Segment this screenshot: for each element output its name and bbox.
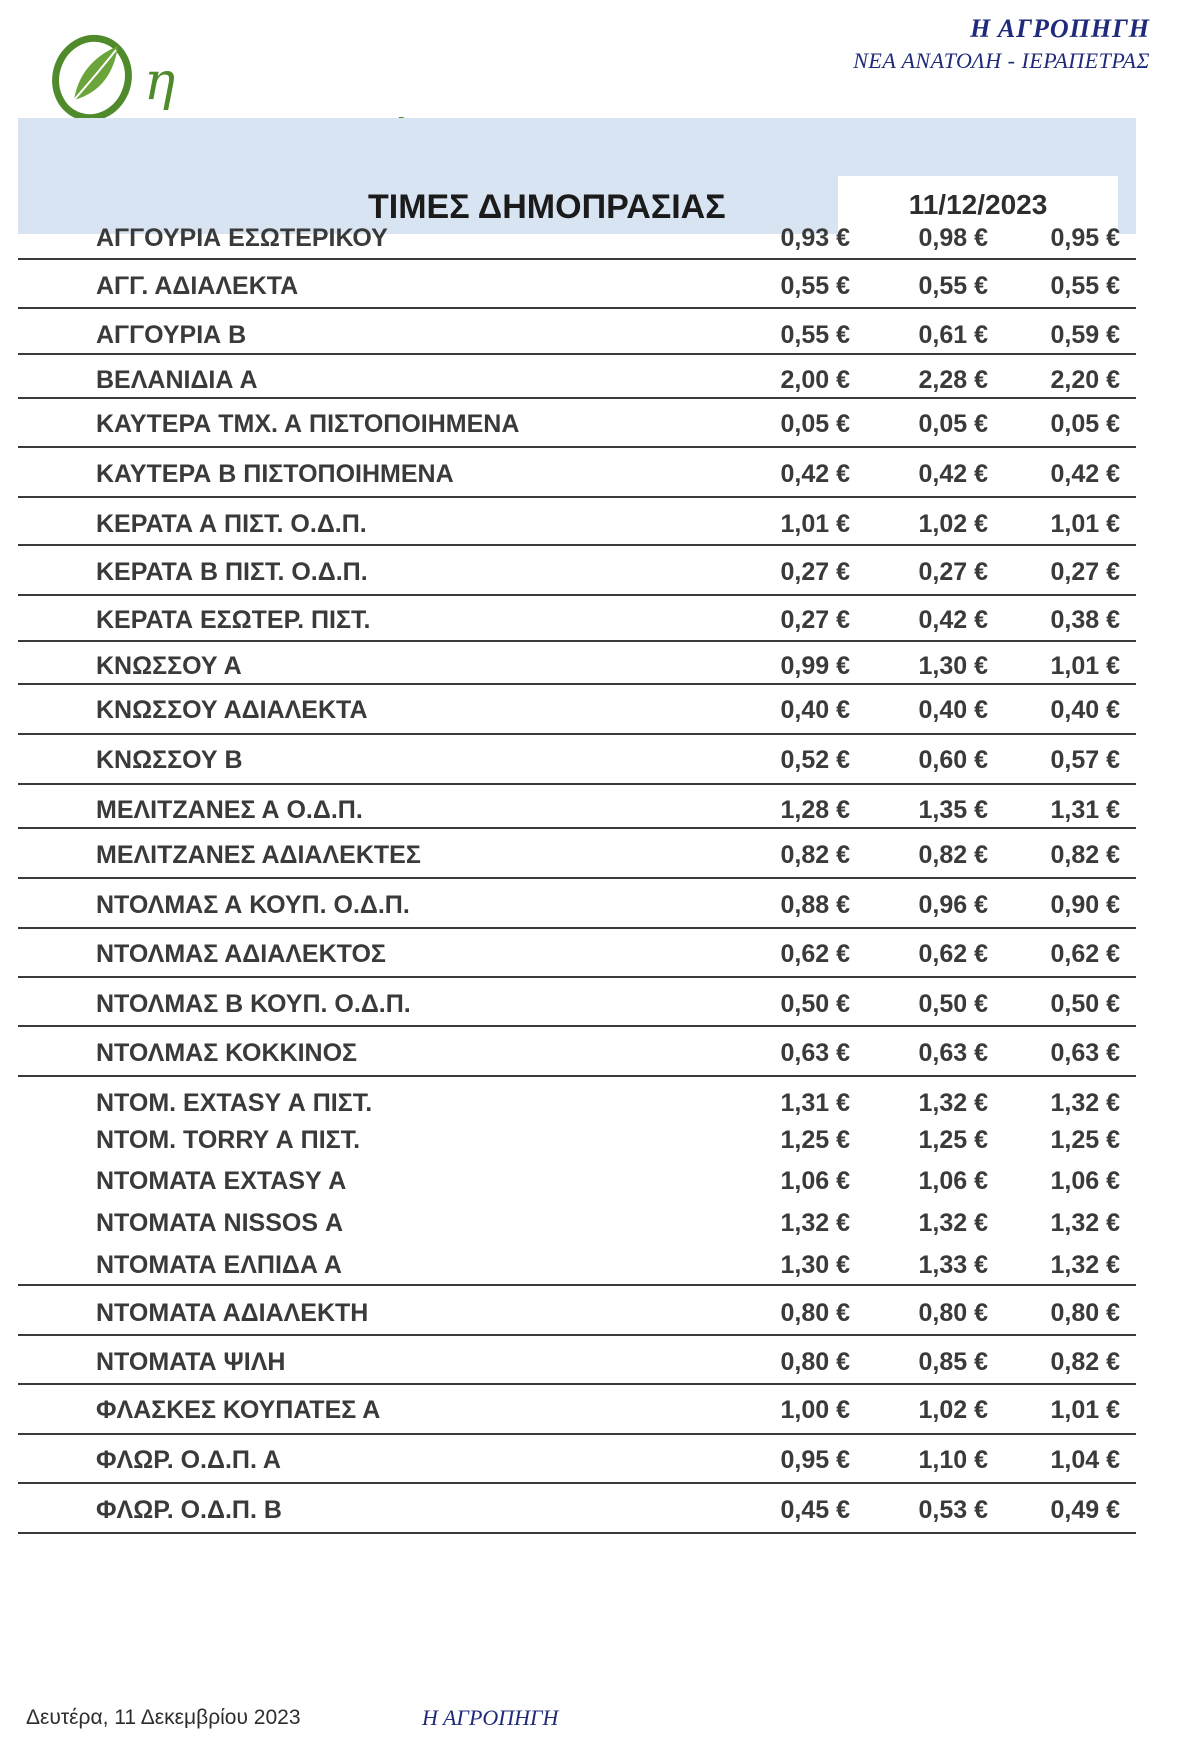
- table-row: [0, 1440, 1200, 1486]
- price-low: 0,55 €: [780, 272, 850, 300]
- price-high: 1,33 €: [918, 1251, 988, 1279]
- price-high: 1,32 €: [918, 1089, 988, 1117]
- table-row: [0, 360, 1200, 406]
- price-low: 0,62 €: [780, 940, 850, 968]
- price-high: 0,55 €: [918, 272, 988, 300]
- price-avg: 0,57 €: [1050, 746, 1120, 774]
- table-row: [0, 984, 1200, 1030]
- product-name: ΚΑΥΤΕΡΑ Β ΠΙΣΤΟΠΟΙΗΜΕΝΑ: [96, 460, 454, 488]
- auction-date: 11/12/2023: [838, 176, 1118, 234]
- price-low: 0,27 €: [780, 606, 850, 634]
- price-low: 1,32 €: [780, 1209, 850, 1237]
- row-divider: [18, 683, 1136, 685]
- row-divider: [18, 258, 1136, 260]
- price-avg: 1,32 €: [1050, 1089, 1120, 1117]
- product-name: ΑΓΓΟΥΡΙΑ ΕΣΩΤΕΡΙΚΟΥ: [96, 224, 388, 252]
- product-name: ΝΤΟΛΜΑΣ ΑΔΙΑΛΕΚΤΟΣ: [96, 940, 386, 968]
- table-row: [0, 1203, 1200, 1249]
- table-row: [0, 1293, 1200, 1339]
- product-name: ΝΤΟΜΑΤΑ ΑΔΙΑΛΕΚΤΗ: [96, 1299, 369, 1327]
- price-low: 0,45 €: [780, 1496, 850, 1524]
- price-high: 0,96 €: [918, 891, 988, 919]
- product-name: ΦΛΩΡ. Ο.Δ.Π. Α: [96, 1446, 281, 1474]
- product-name: ΝΤΟΜΑΤΑ NISSOS Α: [96, 1209, 344, 1237]
- price-low: 1,00 €: [780, 1396, 850, 1424]
- row-divider: [18, 397, 1136, 399]
- price-low: 0,42 €: [780, 460, 850, 488]
- table-row: [0, 266, 1200, 312]
- price-low: 1,25 €: [780, 1126, 850, 1154]
- product-name: ΚΕΡΑΤΑ Α ΠΙΣΤ. Ο.Δ.Π.: [96, 510, 367, 538]
- row-divider: [18, 827, 1136, 829]
- price-avg: 1,04 €: [1050, 1446, 1120, 1474]
- page-title: ΤΙΜΕΣ ΔΗΜΟΠΡΑΣΙΑΣ: [368, 188, 726, 226]
- price-high: 0,42 €: [918, 606, 988, 634]
- price-avg: 2,20 €: [1050, 366, 1120, 394]
- price-high: 1,35 €: [918, 796, 988, 824]
- product-name: ΜΕΛΙΤΖΑΝΕΣ ΑΔΙΑΛΕΚΤΕΣ: [96, 841, 421, 869]
- row-divider: [18, 1383, 1136, 1385]
- product-name: ΦΛΑΣΚΕΣ ΚΟΥΠΑΤΕΣ Α: [96, 1396, 381, 1424]
- price-avg: 0,82 €: [1050, 841, 1120, 869]
- row-divider: [18, 307, 1136, 309]
- price-high: 0,62 €: [918, 940, 988, 968]
- price-low: 0,63 €: [780, 1039, 850, 1067]
- price-avg: 1,06 €: [1050, 1167, 1120, 1195]
- price-avg: 1,25 €: [1050, 1126, 1120, 1154]
- table-row: [0, 1161, 1200, 1207]
- price-low: 0,50 €: [780, 990, 850, 1018]
- price-high: 1,06 €: [918, 1167, 988, 1195]
- price-low: 0,52 €: [780, 746, 850, 774]
- table-row: [0, 690, 1200, 736]
- product-name: ΑΓΓΟΥΡΙΑ Β: [96, 321, 247, 349]
- product-name: ΒΕΛΑΝΙΔΙΑ Α: [96, 366, 258, 394]
- row-divider: [18, 353, 1136, 355]
- table-row: [0, 454, 1200, 500]
- price-low: 0,99 €: [780, 652, 850, 680]
- row-divider: [18, 1334, 1136, 1336]
- price-low: 1,28 €: [780, 796, 850, 824]
- table-row: [0, 885, 1200, 931]
- price-low: 0,55 €: [780, 321, 850, 349]
- price-avg: 0,42 €: [1050, 460, 1120, 488]
- product-name: ΝΤΟΜΑΤΑ ΨΙΛΗ: [96, 1348, 286, 1376]
- price-low: 0,40 €: [780, 696, 850, 724]
- price-high: 1,32 €: [918, 1209, 988, 1237]
- table-row: [0, 1390, 1200, 1436]
- table-row: [0, 740, 1200, 786]
- price-low: 0,80 €: [780, 1299, 850, 1327]
- price-avg: 0,59 €: [1050, 321, 1120, 349]
- company-name: Η ΑΓΡΟΠΗΓΗ: [970, 14, 1150, 43]
- table-row: [0, 1342, 1200, 1388]
- price-high: 1,02 €: [918, 510, 988, 538]
- footer-company: Η ΑΓΡΟΠΗΓΗ: [422, 1705, 559, 1730]
- price-low: 2,00 €: [780, 366, 850, 394]
- table-row: [0, 404, 1200, 450]
- price-avg: 1,01 €: [1050, 1396, 1120, 1424]
- product-name: ΚΝΩΣΣΟΥ Β: [96, 746, 243, 774]
- price-high: 1,30 €: [918, 652, 988, 680]
- price-low: 0,93 €: [780, 224, 850, 252]
- row-divider: [18, 496, 1136, 498]
- price-high: 0,50 €: [918, 990, 988, 1018]
- price-avg: 0,62 €: [1050, 940, 1120, 968]
- price-high: 0,53 €: [918, 1496, 988, 1524]
- row-divider: [18, 1482, 1136, 1484]
- company-location: ΝΕΑ ΑΝΑΤΟΛΗ - ΙΕΡΑΠΕΤΡΑΣ: [853, 48, 1150, 73]
- table-row: [0, 1490, 1200, 1536]
- table-row: [0, 934, 1200, 980]
- row-divider: [18, 733, 1136, 735]
- product-name: ΝΤΟΜ. TORRY Α ΠΙΣΤ.: [96, 1126, 361, 1154]
- price-low: 1,31 €: [780, 1089, 850, 1117]
- row-divider: [18, 1433, 1136, 1435]
- product-name: ΚΕΡΑΤΑ ΕΣΩΤΕΡ. ΠΙΣΤ.: [96, 606, 371, 634]
- product-name: ΚΕΡΑΤΑ Β ΠΙΣΤ. Ο.Δ.Π.: [96, 558, 368, 586]
- price-high: 0,82 €: [918, 841, 988, 869]
- table-row: [0, 835, 1200, 881]
- price-high: 2,28 €: [918, 366, 988, 394]
- row-divider: [18, 594, 1136, 596]
- price-avg: 1,01 €: [1050, 652, 1120, 680]
- price-low: 0,82 €: [780, 841, 850, 869]
- price-avg: 1,32 €: [1050, 1209, 1120, 1237]
- row-divider: [18, 544, 1136, 546]
- price-low: 0,95 €: [780, 1446, 850, 1474]
- price-avg: 0,49 €: [1050, 1496, 1120, 1524]
- price-low: 1,01 €: [780, 510, 850, 538]
- table-row: [0, 646, 1200, 692]
- price-high: 0,42 €: [918, 460, 988, 488]
- price-high: 0,85 €: [918, 1348, 988, 1376]
- price-avg: 1,31 €: [1050, 796, 1120, 824]
- price-low: 0,27 €: [780, 558, 850, 586]
- price-high: 0,80 €: [918, 1299, 988, 1327]
- row-divider: [18, 640, 1136, 642]
- price-low: 1,30 €: [780, 1251, 850, 1279]
- product-name: ΝΤΟΛΜΑΣ Α ΚΟΥΠ. Ο.Δ.Π.: [96, 891, 410, 919]
- logo-text: η: [144, 52, 177, 112]
- product-name: ΚΝΩΣΣΟΥ ΑΔΙΑΛΕΚΤΑ: [96, 696, 368, 724]
- price-low: 0,88 €: [780, 891, 850, 919]
- price-high: 0,98 €: [918, 224, 988, 252]
- price-avg: 0,40 €: [1050, 696, 1120, 724]
- price-avg: 1,32 €: [1050, 1251, 1120, 1279]
- product-name: ΝΤΟΛΜΑΣ Β ΚΟΥΠ. Ο.Δ.Π.: [96, 990, 411, 1018]
- table-row: [0, 790, 1200, 836]
- price-avg: 0,05 €: [1050, 410, 1120, 438]
- price-avg: 0,80 €: [1050, 1299, 1120, 1327]
- footer-date: Δευτέρα, 11 Δεκεμβρίου 2023: [26, 1706, 301, 1729]
- price-low: 1,06 €: [780, 1167, 850, 1195]
- price-avg: 0,90 €: [1050, 891, 1120, 919]
- table-row: [0, 1033, 1200, 1079]
- product-name: ΝΤΟΜ. EXTASY Α ΠΙΣΤ.: [96, 1089, 373, 1117]
- product-name: ΝΤΟΜΑΤΑ ΕΛΠΙΔΑ Α: [96, 1251, 342, 1279]
- price-low: 0,80 €: [780, 1348, 850, 1376]
- price-low: 0,05 €: [780, 410, 850, 438]
- price-avg: 0,55 €: [1050, 272, 1120, 300]
- price-high: 0,27 €: [918, 558, 988, 586]
- row-divider: [18, 783, 1136, 785]
- price-high: 0,60 €: [918, 746, 988, 774]
- price-avg: 0,95 €: [1050, 224, 1120, 252]
- price-avg: 0,38 €: [1050, 606, 1120, 634]
- row-divider: [18, 1075, 1136, 1077]
- row-divider: [18, 1284, 1136, 1286]
- price-avg: 1,01 €: [1050, 510, 1120, 538]
- row-divider: [18, 446, 1136, 448]
- price-high: 0,05 €: [918, 410, 988, 438]
- product-name: ΦΛΩΡ. Ο.Δ.Π. Β: [96, 1496, 282, 1524]
- price-high: 1,25 €: [918, 1126, 988, 1154]
- product-name: ΑΓΓ. ΑΔΙΑΛΕΚΤΑ: [96, 272, 299, 300]
- price-avg: 0,50 €: [1050, 990, 1120, 1018]
- row-divider: [18, 1025, 1136, 1027]
- price-high: 1,10 €: [918, 1446, 988, 1474]
- row-divider: [18, 1532, 1136, 1534]
- price-high: 0,61 €: [918, 321, 988, 349]
- price-high: 0,63 €: [918, 1039, 988, 1067]
- row-divider: [18, 976, 1136, 978]
- product-name: ΝΤΟΜΑΤΑ EXTASY Α: [96, 1167, 347, 1195]
- price-avg: 0,27 €: [1050, 558, 1120, 586]
- table-row: [0, 552, 1200, 598]
- product-name: ΚΑΥΤΕΡΑ ΤΜΧ. Α ΠΙΣΤΟΠΟΙΗΜΕΝΑ: [96, 410, 520, 438]
- row-divider: [18, 877, 1136, 879]
- price-avg: 0,82 €: [1050, 1348, 1120, 1376]
- price-high: 0,40 €: [918, 696, 988, 724]
- table-row: [0, 1120, 1200, 1166]
- product-name: ΜΕΛΙΤΖΑΝΕΣ Α Ο.Δ.Π.: [96, 796, 363, 824]
- product-name: ΝΤΟΛΜΑΣ ΚΟΚΚΙΝΟΣ: [96, 1039, 358, 1067]
- price-avg: 0,63 €: [1050, 1039, 1120, 1067]
- product-name: ΚΝΩΣΣΟΥ Α: [96, 652, 242, 680]
- row-divider: [18, 927, 1136, 929]
- price-high: 1,02 €: [918, 1396, 988, 1424]
